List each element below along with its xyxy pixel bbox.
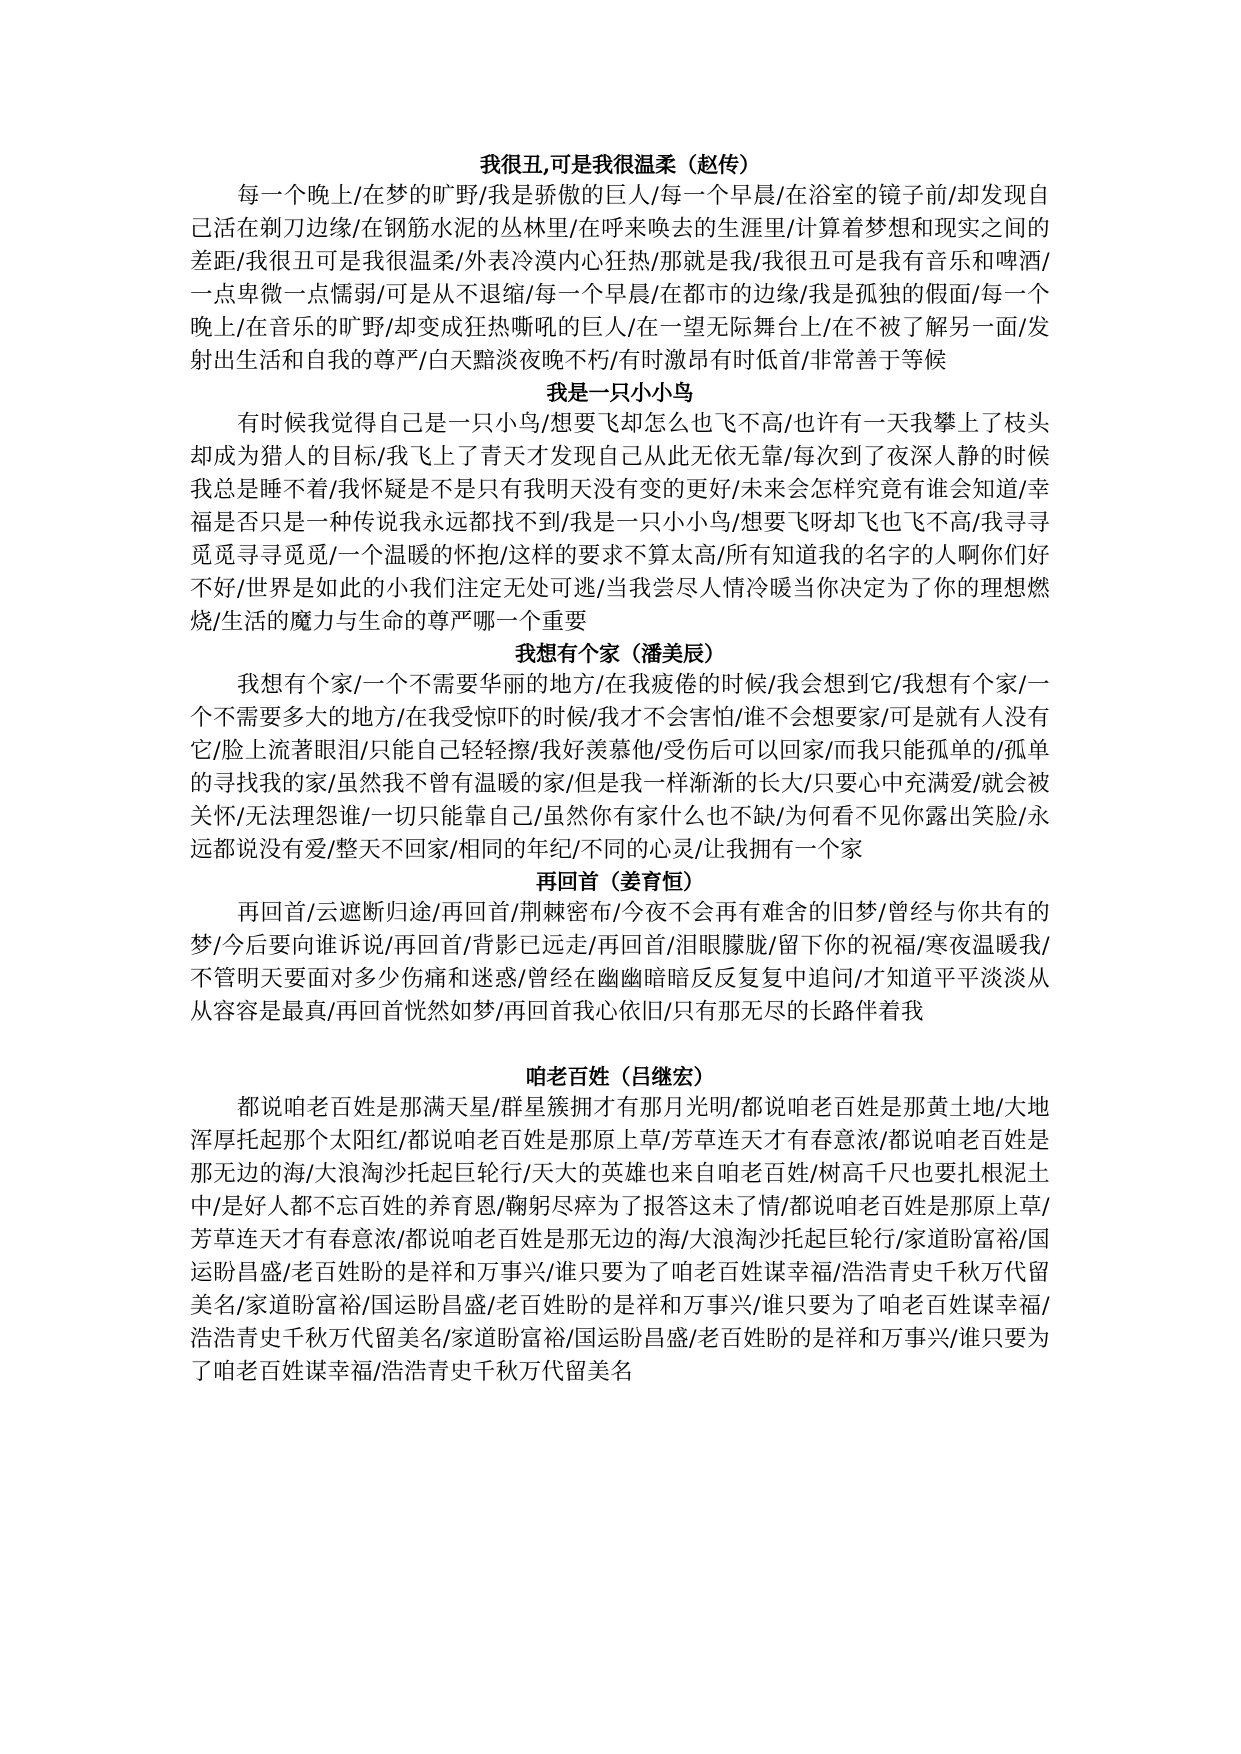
song-section <box>190 378 1050 639</box>
song-title: 我很丑,可是我很温柔（赵传） <box>479 152 761 177</box>
lyrics-document <box>190 150 1050 1389</box>
song-lyrics: 每一个晚上/在梦的旷野/我是骄傲的巨人/每一个早晨/在浴室的镜子前/却发现自己活在剃刀边缘/在钢筋水泥的丛林里/在呼来唤去的生涯里/计算着梦想和现实之间的差距/我很丑可是我很温柔/外表冷漠内心狂热/那就是我/我很丑可是我有音乐和啤酒/一点卑微一点懦弱/可是从不退缩/每一个早晨/在都市的边缘/我是孤独的假面/每一个晚上/在音乐的旷野/却变成狂热嘶吼的巨人/在一望无际舞台上/在不被了解另一面/发射出生活和自我的尊严/白天黯淡夜晚不朽/有时激昂有时低首/非常善于等候 <box>190 183 1050 374</box>
song-lyrics: 再回首/云遮断归途/再回首/荆棘密布/今夜不会再有难舍的旧梦/曾经与你共有的梦/今后要向谁诉说/再回首/背影已远走/再回首/泪眼朦胧/留下你的祝福/寒夜温暖我/不管明天要面对多少伤痛和迷惑/曾经在幽幽暗暗反反复复中追问/才知道平平淡淡从从容容是最真/再回首恍然如梦/再回首我心依旧/只有那无尽的长路伴着我 <box>190 900 1050 1025</box>
song-section <box>190 867 1050 1029</box>
song-section <box>190 1062 1050 1389</box>
song-lyrics: 我想有个家/一个不需要华丽的地方/在我疲倦的时候/我会想到它/我想有个家/一个不需要多大的地方/在我受惊吓的时候/我才不会害怕/谁不会想要家/可是就有人没有它/脸上流著眼泪/只能自己轻轻擦/我好羡慕他/受伤后可以回家/而我只能孤单的/孤单的寻找我的家/虽然我不曾有温暖的家/但是我一样渐渐的长大/只要心中充满爱/就会被关怀/无法理怨谁/一切只能靠自己/虽然你有家什么也不缺/为何看不见你露出笑脸/永远都说没有爱/整天不回家/相同的年纪/不同的心灵/让我拥有一个家 <box>190 672 1050 863</box>
song-section <box>190 639 1050 867</box>
song-title: 再回首（姜育恒） <box>536 869 704 894</box>
song-title: 我想有个家（潘美辰） <box>515 641 725 666</box>
song-lyrics: 有时候我觉得自己是一只小鸟/想要飞却怎么也飞不高/也许有一天我攀上了枝头却成为猎人的目标/我飞上了青天才发现自己从此无依无靠/每次到了夜深人静的时候我总是睡不着/我怀疑是不是只有我明天没有变的更好/未来会怎样究竟有谁会知道/幸福是否只是一种传说我永远都找不到/我是一只小小鸟/想要飞呀却飞也飞不高/我寻寻觅觅寻寻觅觅/一个温暖的怀抱/这样的要求不算太高/所有知道我的名字的人啊你们好不好/世界是如此的小我们注定无处可逃/当我尝尽人情冷暖当你决定为了你的理想燃烧/生活的魔力与生命的尊严哪一个重要 <box>190 411 1050 635</box>
song-lyrics: 都说咱老百姓是那满天星/群星簇拥才有那月光明/都说咱老百姓是那黄土地/大地浑厚托起那个太阳红/都说咱老百姓是那原上草/芳草连天才有春意浓/都说咱老百姓是那无边的海/大浪淘沙托起巨轮行/天大的英雄也来自咱老百姓/树高千尺也要扎根泥土中/是好人都不忘百姓的养育恩/鞠躬尽瘁为了报答这未了情/都说咱老百姓是那原上草/芳草连天才有春意浓/都说咱老百姓是那无边的海/大浪淘沙托起巨轮行/家道盼富裕/国运盼昌盛/老百姓盼的是祥和万事兴/谁只要为了咱老百姓谋幸福/浩浩青史千秋万代留美名/家道盼富裕/国运盼昌盛/老百姓盼的是祥和万事兴/谁只要为了咱老百姓谋幸福/浩浩青史千秋万代留美名/家道盼富裕/国运盼昌盛/老百姓盼的是祥和万事兴/谁只要为了咱老百姓谋幸福/浩浩青史千秋万代留美名 <box>190 1095 1050 1385</box>
song-section <box>190 150 1050 378</box>
song-title: 我是一只小小鸟 <box>546 380 694 405</box>
song-title: 咱老百姓（吕继宏） <box>525 1064 715 1089</box>
